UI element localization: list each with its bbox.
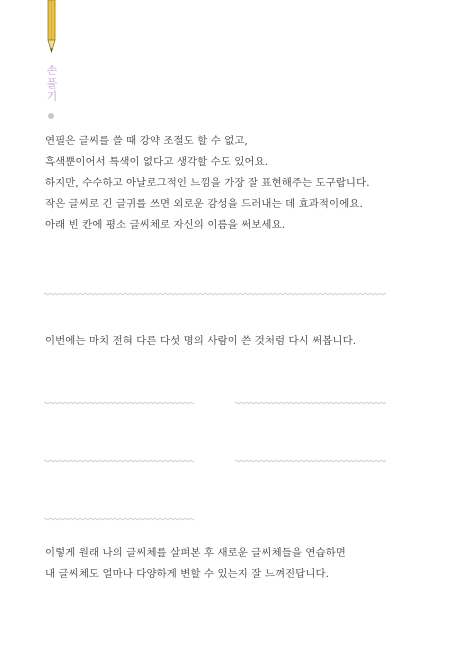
writing-line-1[interactable] [44,399,194,407]
writing-line-name[interactable] [44,290,386,298]
wave-path [235,460,386,461]
section-label-char: 풀 [46,77,58,90]
writing-line-5[interactable] [44,515,194,523]
writing-line-2[interactable] [235,399,386,407]
closing-line: 이렇게 원래 나의 글씨체를 살펴본 후 새로운 글씨체들을 연습하면 [45,547,346,559]
wave-path [44,460,194,461]
prompt-paragraph [45,331,356,352]
wave-path [44,402,194,403]
intro-line: 흑색뿐이어서 특색이 없다고 생각할 수도 있어요. [45,156,269,168]
section-label-char: 손 [46,64,58,77]
wave-path [235,402,386,403]
intro-line: 연필은 글씨를 쓸 때 강약 조절도 할 수 없고, [45,135,248,147]
intro-line: 작은 글씨로 긴 글귀를 쓰면 외로운 감성을 드러내는 데 효과적이에요. [45,198,363,210]
section-label-char: 기 [46,90,58,103]
section-label [46,64,58,103]
prompt-line: 이번에는 마치 전혀 다른 다섯 명의 사람이 쓴 것처럼 다시 써봅니다. [45,335,357,347]
wave-path [44,518,194,519]
wave-path [44,293,386,294]
intro-line: 하지만, 수수하고 아날로그적인 느낌을 가장 잘 표현해주는 도구랍니다. [45,177,370,189]
intro-paragraph [45,131,370,236]
closing-paragraph [45,543,346,585]
closing-line: 내 글씨체도 얼마나 다양하게 변할 수 있는지 잘 느껴진답니다. [45,568,330,580]
intro-line: 아래 빈 칸에 평소 글씨체로 자신의 이름을 써보세요. [45,219,286,231]
bullet-dot [48,113,54,119]
pencil-icon [45,0,59,58]
writing-line-4[interactable] [235,457,386,465]
writing-line-3[interactable] [44,457,194,465]
